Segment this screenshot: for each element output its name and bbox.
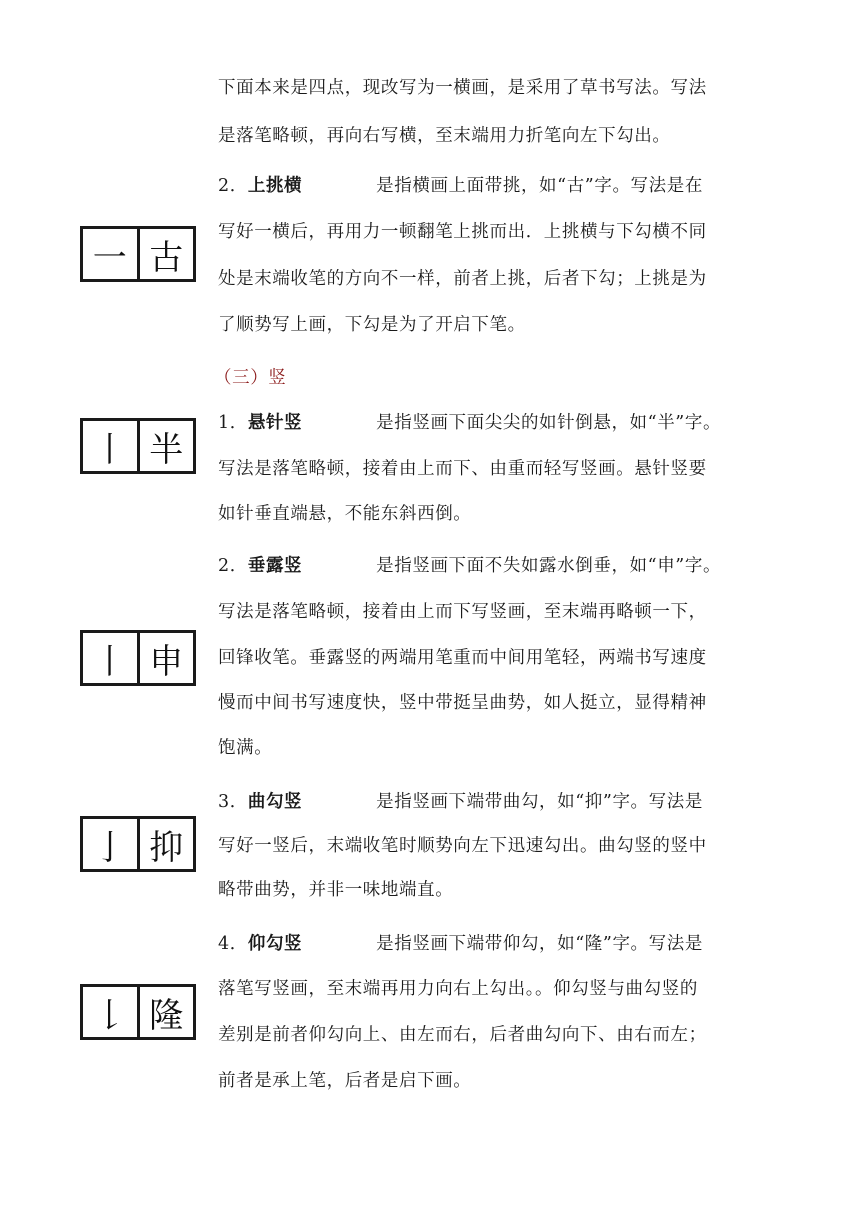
item-description: 是指竖画下端带仰勾，如“隆”字。写法是 (376, 934, 703, 954)
xuanzhenshu-line-3: 如针垂直端悬，不能东斜西倒。 (218, 504, 472, 524)
stroke-term: 上挑横 (247, 176, 303, 196)
stroke-sample: 丨 (92, 429, 127, 470)
xuanzhenshu-line-1 (218, 411, 721, 435)
stroke-term: 悬针竖 (247, 413, 303, 433)
item-description: 是指竖画下面尖尖的如针倒悬，如“半”字。 (376, 413, 722, 433)
stroke-sample: 𠄌 (92, 995, 127, 1036)
stroke-sample: 丨 (92, 641, 127, 682)
example-character: 申 (137, 633, 194, 683)
qugoushu-line-2: 写好一竖后，末端收笔时顺势向左下迅速勾出。曲勾竖的竖中 (218, 836, 707, 856)
item-number: 1． (218, 413, 248, 433)
item-number: 4． (218, 934, 248, 954)
example-character: 隆 (137, 987, 194, 1037)
item-description: 是指竖画下面不失如露水倒垂，如“申”字。 (376, 556, 722, 576)
example-character: 半 (137, 421, 194, 471)
shangtiaoheng-line-3: 处是末端收笔的方向不一样，前者上挑，后者下勾；上挑是为 (218, 269, 707, 289)
chuilushu-line-5: 饱满。 (218, 738, 273, 758)
chuilushu-line-3: 回锋收笔。垂露竖的两端用笔重而中间用笔轻，两端书写速度 (218, 648, 707, 668)
example-character: 抑 (137, 819, 194, 869)
shangtiaoheng-line-4: 了顺势写上画，下勾是为了开启下笔。 (218, 315, 526, 335)
item-number: 3． (218, 792, 248, 812)
section-heading: （三）竖 (214, 368, 287, 388)
shangtiaoheng-line-2: 写好一横后，再用力一顿翻笔上挑而出．上挑横与下勾横不同 (218, 222, 707, 242)
item-description: 是指横画上面带挑，如“古”字。写法是在 (376, 176, 703, 196)
item-description: 是指竖画下端带曲勾，如“抑”字。写法是 (376, 792, 703, 812)
stroke-figure-shangtiaoheng (80, 226, 196, 282)
stroke-figure-yanggoushu (80, 984, 196, 1040)
stroke-sample: 亅 (92, 827, 127, 868)
stroke-figure-xuanzhenshu (80, 418, 196, 474)
qugoushu-line-1 (218, 790, 703, 814)
chuilushu-line-1 (218, 554, 721, 578)
yanggoushu-line-1 (218, 932, 703, 956)
item-number: 2． (218, 176, 248, 196)
yanggoushu-line-2: 落笔写竖画，至末端再用力向右上勾出。。仰勾竖与曲勾竖的 (218, 979, 698, 999)
yanggoushu-line-3: 差别是前者仰勾向上、由左而右，后者曲勾向下、由右而左； (218, 1025, 707, 1045)
stroke-sample: 一 (92, 237, 127, 278)
stroke-figure-chuilushu (80, 630, 196, 686)
chuilushu-line-4: 慢而中间书写速度快，竖中带挺呈曲势，如人挺立，显得精神 (218, 693, 707, 713)
item-number: 2． (218, 556, 248, 576)
example-character: 古 (137, 229, 194, 279)
yanggoushu-line-4: 前者是承上笔，后者是启下画。 (218, 1071, 472, 1091)
qugoushu-line-3: 略带曲势，并非一味地端直。 (218, 880, 454, 900)
stroke-term: 曲勾竖 (247, 792, 303, 812)
shangtiaoheng-line-1 (218, 174, 703, 198)
stroke-term: 仰勾竖 (247, 934, 303, 954)
stroke-term: 垂露竖 (247, 556, 303, 576)
stroke-figure-qugoushu (80, 816, 196, 872)
intro-line-1: 下面本来是四点，现改写为一横画，是采用了草书写法。写法 (218, 78, 707, 98)
intro-line-2: 是落笔略顿，再向右写横，至末端用力折笔向左下勾出。 (218, 126, 671, 146)
chuilushu-line-2: 写法是落笔略顿，接着由上而下写竖画，至末端再略顿一下， (218, 602, 707, 622)
xuanzhenshu-line-2: 写法是落笔略顿，接着由上而下、由重而轻写竖画。悬针竖要 (218, 459, 707, 479)
